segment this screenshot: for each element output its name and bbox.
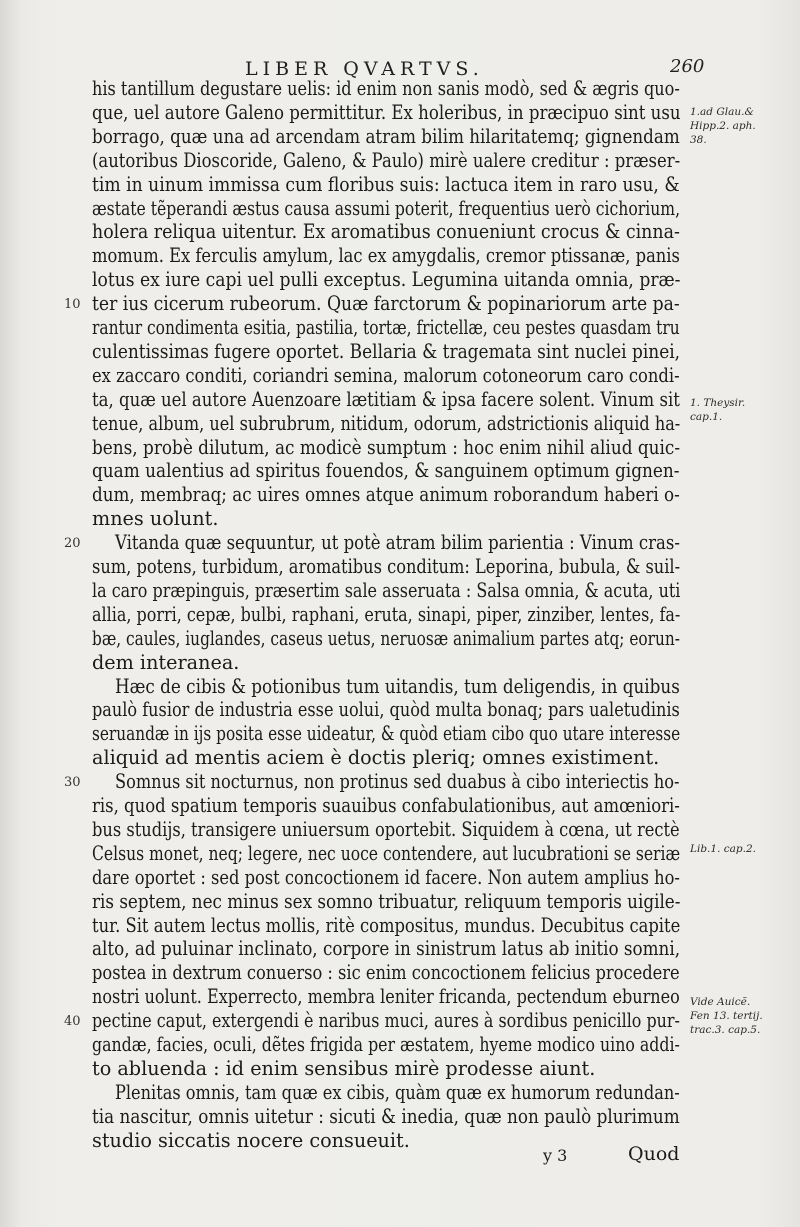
line-number: 40 (64, 1014, 81, 1030)
text-line: dare oportet : sed post concoctionem id facere. Non autem amplius ho- (92, 865, 680, 889)
text-line: lotus ex iure capi uel pulli exceptus. Legumina uitanda omnia, præ- (92, 268, 681, 292)
text-line: gandæ, facies, oculi, dẽtes frigida per æstatem, hyeme modico uino addi- (92, 1033, 680, 1056)
text-line: Celsus monet, neq; legere, nec uoce contendere, aut lucubrationi se seriæ (92, 841, 681, 865)
text-line: holera reliqua uitentur. Ex aromatibus conueniunt crocus & cinna- (92, 220, 680, 244)
text-line: paulò fusior de industria esse uolui, quòd multa bonaq; pars ualetudinis (92, 698, 680, 722)
text-line: to abluenda : id enim sensibus mirè prodesse aiunt. (92, 1056, 596, 1080)
text-line: que, uel autore Galeno permittitur. Ex holeribus, in præcipuo sint usu (92, 100, 681, 124)
text-line: dum, membraq; ac uires omnes atque animum roborandum haberi o- (92, 483, 680, 507)
text-line: quam ualentius ad spiritus fouendos, & sanguinem optimum gignen- (92, 459, 680, 483)
text-line: aliquid ad mentis aciem è doctis pleriq; omnes existiment. (92, 746, 660, 770)
text-line: Plenitas omnis, tam quæ ex cibis, quàm quæ ex humorum redundan- (115, 1080, 680, 1104)
text-line: his tantillum degustare uelis: id enim non sanis modò, sed & ægris quo- (92, 77, 680, 100)
text-line: æstate tẽperandi æstus causa assumi poterit, frequentius uerò cichorium, (92, 196, 681, 220)
marginal-note-line: Vide Auicẽ. (690, 996, 751, 1008)
marginal-note-line: Lib.1. cap.2. (690, 843, 756, 855)
text-line: tia nascitur, omnis uitetur : sicuti & inedia, quæ non paulò plurimum (92, 1104, 680, 1128)
text-line: postea in dextrum conuerso : sic enim concoctionem felicius procedere (92, 961, 680, 985)
text-line: (autoribus Dioscoride, Galeno, & Paulo) mirè ualere creditur : præser- (92, 148, 681, 172)
text-line: ta, quæ uel autore Auenzoare lætitiam & ipsa facere solent. Vinum sit (92, 387, 680, 411)
text-line: seruandæ in ijs posita esse uideatur, & quòd etiam cibo quo utare interesse (92, 722, 681, 746)
text-line: allia, porri, cepæ, bulbi, raphani, eruta, sinapi, piper, zinziber, lentes, fa- (92, 602, 681, 626)
text-line: nostri uolunt. Experrecto, membra leniter fricanda, pectendum eburneo (92, 985, 680, 1009)
marginal-note (690, 995, 763, 1037)
text-line: borrago, quæ una ad arcendam atram bilim hilaritatemq; gignendam (92, 124, 680, 148)
text-line: rantur condimenta esitia, pastilia, tortæ, frictellæ, ceu pestes quasdam tru (92, 316, 680, 339)
catchword: Quod (628, 1143, 680, 1165)
text-line: bens, probè dilutum, ac modicè sumptum : hoc enim nihil aliud quic- (92, 435, 681, 459)
marginal-note-line: Hipp.2. aph. (690, 120, 756, 132)
running-head: LIBER QVARTVS. (245, 58, 484, 80)
text-line: la caro præpinguis, præsertim sale asseruata : Salsa omnia, & acuta, uti (92, 578, 681, 602)
text-line: bus studijs, transigere uniuersum oportebit. Siquidem à cœna, ut rectè (92, 817, 680, 841)
marginal-note-line: 38. (690, 134, 707, 146)
text-line: alto, ad puluinar inclinato, corpore in sinistrum latus ab initio somni, (92, 937, 681, 961)
text-line: ter ius cicerum rubeorum. Quæ farctorum & popinariorum arte pa- (92, 292, 680, 316)
marginal-note (690, 396, 745, 424)
text-line: Vitanda quæ sequuntur, ut potè atram bilim parientia : Vinum cras- (115, 531, 680, 555)
marginal-note-line: 1. Theysir. (690, 397, 746, 409)
text-line: studio siccatis nocere consueuit. (92, 1128, 410, 1152)
folio-number: 260 (670, 56, 705, 77)
text-line: sum, potens, turbidum, aromatibus conditum: Leporina, bubula, & suil- (92, 555, 681, 578)
text-line: bæ, caules, iuglandes, caseus uetus, neruosæ animalium partes atq; eorun- (92, 626, 680, 650)
text-line: mnes uolunt. (92, 507, 219, 531)
text-line: ex zaccaro conditi, coriandri semina, malorum cotoneorum caro condi- (92, 363, 680, 387)
text-line: tenue, album, uel subrubrum, nitidum, odorum, adstrictionis aliquid ha- (92, 411, 681, 435)
text-line: culentissimas fugere oportet. Bellaria & tragemata sint nuclei pinei, (92, 339, 681, 363)
text-line: tim in uinum immissa cum floribus suis: lactuca item in raro usu, & (92, 172, 680, 196)
line-number: 30 (64, 775, 81, 791)
signature-mark: y 3 (543, 1146, 568, 1165)
marginal-note-line: Fen 13. tertij. (690, 1010, 763, 1022)
marginal-note-line: trac.3. cap.5. (690, 1024, 761, 1036)
text-line: momum. Ex ferculis amylum, lac ex amygdalis, cremor ptissanæ, panis (92, 244, 680, 268)
text-line: ris, quod spatium temporis suauibus confabulationibus, aut amœniori- (92, 794, 680, 817)
line-number: 10 (64, 297, 81, 313)
text-line: ris septem, nec minus sex somno tribuatur, reliquum temporis uigile- (92, 889, 681, 913)
marginal-note-line: 1.ad Glau.& (690, 106, 754, 118)
marginal-note-line: cap.1. (690, 411, 723, 423)
text-line: dem interanea. (92, 650, 240, 674)
text-line: Somnus sit nocturnus, non protinus sed duabus à cibo interiectis ho- (115, 770, 680, 794)
text-line: tur. Sit autem lectus mollis, ritè compositus, mundus. Decubitus capite (92, 913, 681, 937)
text-line: pectine caput, extergendi è naribus muci, aures à sordibus penicillo pur- (92, 1009, 680, 1033)
marginal-note (690, 842, 756, 856)
line-number: 20 (64, 536, 81, 552)
text-line: Hæc de cibis & potionibus tum uitandis, tum deligendis, in quibus (115, 674, 680, 698)
marginal-note (690, 105, 756, 147)
